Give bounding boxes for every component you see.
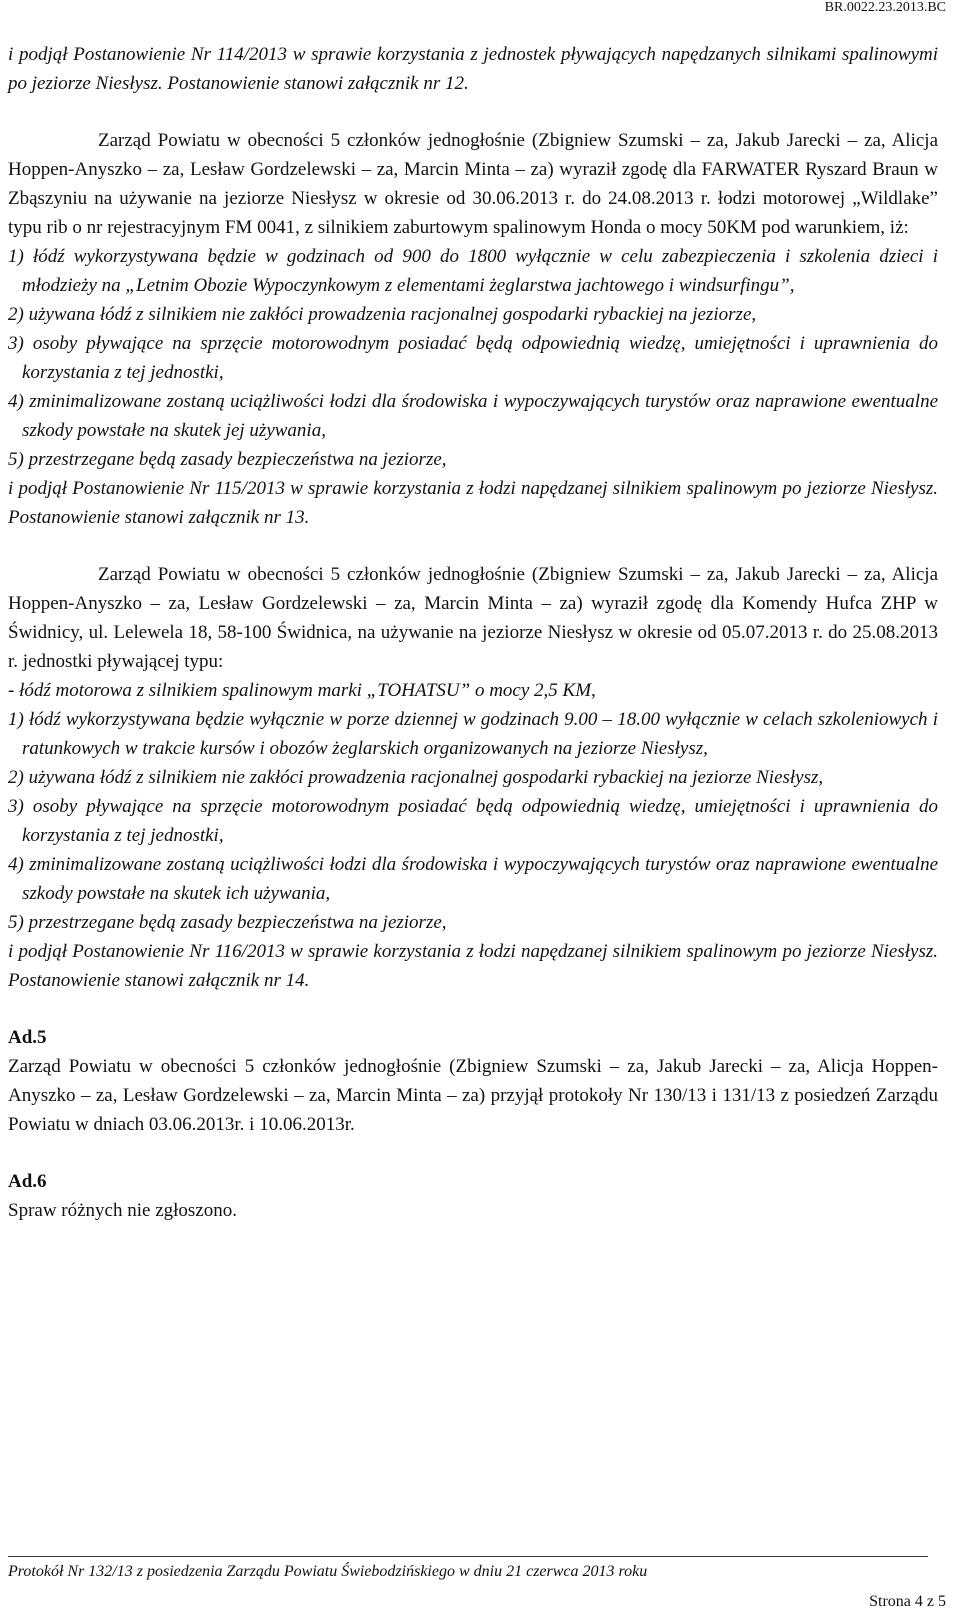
section2-condition: 3) osoby pływające na sprzęcie motorowodnym posiadać będą odpowiednią wiedzę, umiejętności i uprawnienia do korzystania z tej jednostki, bbox=[8, 333, 938, 383]
section2-condition: 1) łódź wykorzystywana będzie w godzinach od 900 do 1800 wyłącznie w celu zabezpieczenia i szkolenia dzieci i młodzieży na „Letnim Obozie Wypoczynkowym z elementami żeglarstwa jachtowego i windsurfingu”, bbox=[8, 246, 938, 296]
section3-condition: 2) używana łódź z silnikiem nie zakłóci prowadzenia racjonalnej gospodarki rybackiej na jeziorze Niesłysz, bbox=[8, 767, 824, 788]
section1-closing: i podjął Postanowienie Nr 114/2013 w sprawie korzystania z jednostek pływających napędzanych silnikami spalinowymi po jeziorze Niesłysz. Postanowienie stanowi załącznik nr 12. bbox=[8, 44, 938, 94]
ad5-heading: Ad.5 bbox=[8, 1027, 47, 1048]
section3-condition: 5) przestrzegane będą zasady bezpieczeństwa na jeziorze, bbox=[8, 912, 447, 933]
footer-text: Protokół Nr 132/13 z posiedzenia Zarządu Powiatu Świebodzińskiego w dniu 21 czerwca 2013 roku bbox=[8, 1563, 648, 1580]
ad5-text: Zarząd Powiatu w obecności 5 członków jednogłośnie (Zbigniew Szumski – za, Jakub Jarecki – za, Alicja Hoppen-Anyszko – za, Lesław Gordzelewski – za, Marcin Minta – za) przyjął protokoły Nr 130/13 i 131/13 z posiedzeń Zarządu Powiatu w dniach 03.06.2013r. i 10.06.2013r. bbox=[8, 1056, 938, 1135]
section2-condition: 2) używana łódź z silnikiem nie zakłóci prowadzenia racjonalnej gospodarki rybackiej na jeziorze, bbox=[8, 304, 757, 325]
document-body bbox=[8, 40, 938, 1225]
page-number: Strona 4 z 5 bbox=[869, 1593, 946, 1610]
section3-condition: 3) osoby pływające na sprzęcie motorowodnym posiadać będą odpowiednią wiedzę, umiejętności i uprawnienia do korzystania z tej jednostki, bbox=[8, 796, 938, 846]
section2-condition: 4) zminimalizowane zostaną uciążliwości łodzi dla środowiska i wypoczywających turystów oraz naprawione ewentualne szkody powstałe na skutek jej używania, bbox=[8, 391, 938, 441]
section3-closing: i podjął Postanowienie Nr 116/2013 w sprawie korzystania z łodzi napędzanej silnikiem spalinowym po jeziorze Niesłysz. Postanowienie stanowi załącznik nr 14. bbox=[8, 941, 938, 991]
section2-condition: 5) przestrzegane będą zasady bezpieczeństwa na jeziorze, bbox=[8, 449, 447, 470]
section3-boat: - łódź motorowa z silnikiem spalinowym marki „TOHATSU” o mocy 2,5 KM, bbox=[8, 680, 596, 701]
footer-divider bbox=[8, 1556, 928, 1557]
section2-intro: Zarząd Powiatu w obecności 5 członków jednogłośnie (Zbigniew Szumski – za, Jakub Jarecki – za, Alicja Hoppen-Anyszko – za, Lesław Gordzelewski – za, Marcin Minta – za) wyraził zgodę dla FARWATER Ryszard Braun w Zbąszyniu na używanie na jeziorze Niesłysz w okresie od 30.06.2013 r. do 24.08.2013 r. łodzi motorowej „Wildlake” typu rib o nr rejestracyjnym FM 0041, z silnikiem zaburtowym spalinowym Honda o mocy 50KM pod warunkiem, iż: bbox=[8, 130, 938, 238]
section2-closing: i podjął Postanowienie Nr 115/2013 w sprawie korzystania z łodzi napędzanej silnikiem spalinowym po jeziorze Niesłysz. Postanowienie stanowi załącznik nr 13. bbox=[8, 478, 938, 528]
page-footer bbox=[8, 1556, 938, 1581]
section3-intro: Zarząd Powiatu w obecności 5 członków jednogłośnie (Zbigniew Szumski – za, Jakub Jarecki – za, Alicja Hoppen-Anyszko – za, Lesław Gordzelewski – za, Marcin Minta – za) wyraził zgodę dla Komendy Hufca ZHP w Świdnicy, ul. Lelewela 18, 58-100 Świdnica, na używanie na jeziorze Niesłysz w okresie od 05.07.2013 r. do 25.08.2013 r. jednostki pływającej typu: bbox=[8, 564, 938, 672]
ad6-heading: Ad.6 bbox=[8, 1171, 47, 1192]
ad6-text: Spraw różnych nie zgłoszono. bbox=[8, 1200, 237, 1221]
section3-condition: 4) zminimalizowane zostaną uciążliwości łodzi dla środowiska i wypoczywających turystów oraz naprawione ewentualne szkody powstałe na skutek ich używania, bbox=[8, 854, 938, 904]
document-reference: BR.0022.23.2013.BC bbox=[824, 0, 946, 15]
section3-condition: 1) łódź wykorzystywana będzie wyłącznie w porze dziennej w godzinach 9.00 – 18.00 wyłącznie w celach szkoleniowych i ratunkowych w trakcie kursów i obozów żeglarskich organizowanych na jeziorze Niesłysz, bbox=[8, 709, 938, 759]
